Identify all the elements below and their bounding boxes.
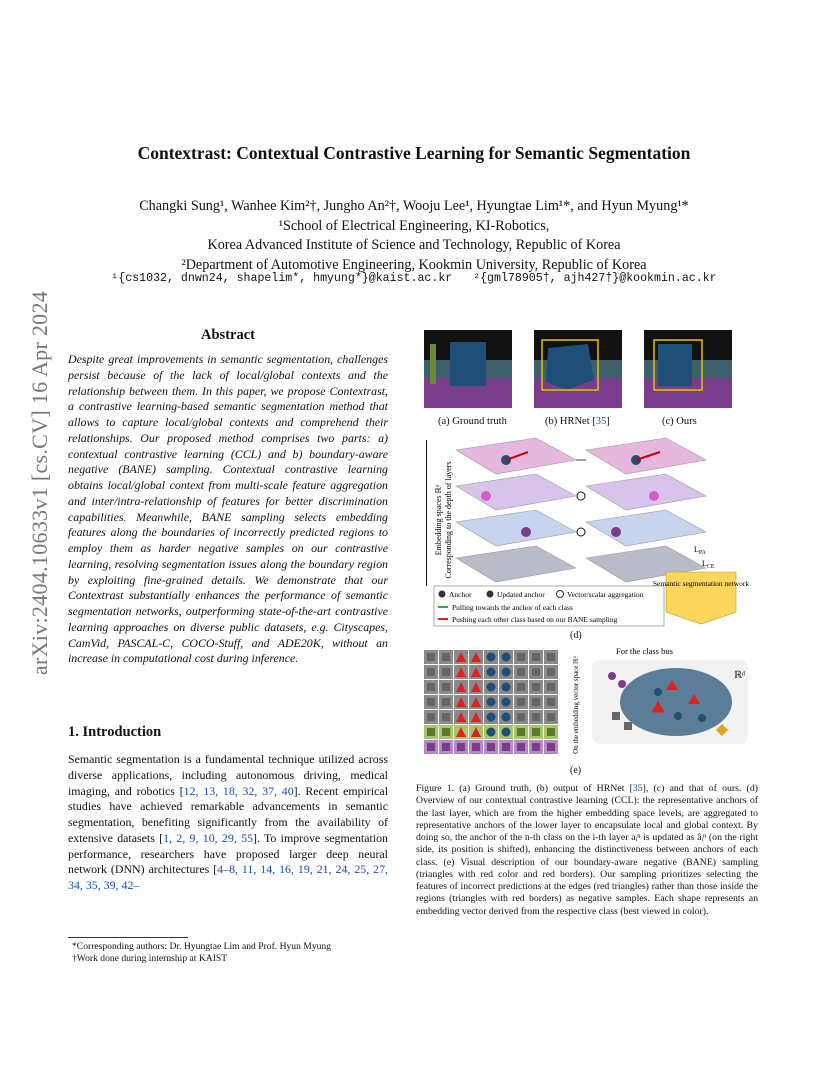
class-title: For the class bus: [616, 646, 673, 656]
footnote-rule: [68, 937, 188, 938]
citation-link[interactable]: 35: [595, 416, 607, 427]
grid-cell-marker: [487, 683, 496, 692]
grid-cell-marker: [517, 653, 525, 661]
grid-cell-marker: [487, 668, 496, 677]
label-ours: (c) Ours: [662, 416, 697, 427]
authors-line: Changki Sung¹, Wanhee Kim²†, Jungho An²†, Wooju Lee¹, Hyungtae Lim¹*, and Hyun Myung¹*: [139, 198, 689, 214]
intro-paragraph: [68, 752, 388, 894]
seg-network-label: Semantic segmentation network: [652, 579, 750, 588]
citation-link[interactable]: 4–8, 11, 14, 16, 19, 21, 24, 25, 27, 34, 35, 39, 42–: [68, 862, 388, 892]
grid-cell-marker: [487, 713, 496, 722]
abstract-heading: Abstract: [201, 327, 255, 343]
footnote-corresponding: *Corresponding authors: Dr. Hyungtae Lim and Prof. Hyun Myung: [72, 941, 332, 952]
grid-cell-marker: [547, 698, 555, 706]
loss-ce: $L_{CE}$: [702, 559, 715, 570]
grid-cell-marker: [427, 653, 435, 661]
grid-cell-marker: [487, 728, 496, 737]
grid-cell-marker: [427, 713, 435, 721]
grid-cell-marker: [547, 668, 555, 676]
grid-cell-marker: [472, 743, 480, 751]
loss-pa: $L_{PA}$: [694, 545, 707, 556]
author-block: [0, 197, 828, 275]
grid-cell-marker: [532, 653, 540, 661]
bane-grid: [424, 650, 558, 754]
grid-cell-marker: [502, 668, 511, 677]
grid-cell-marker: [517, 668, 525, 676]
grid-cell-marker: [517, 728, 525, 736]
grid-cell-marker: [532, 683, 540, 691]
intro-text-3: ]. To improve segmentation performance, researchers have proposed larger deep neural network (DNN) architectures [: [68, 830, 389, 877]
figure-yaxis-label-2: Corresponding to the depth of layers: [444, 461, 453, 579]
label-ground-truth: (a) Ground truth: [438, 416, 507, 427]
thumb-ground-truth: [424, 330, 512, 408]
grid-cell-marker: [442, 698, 450, 706]
embedding-space-label: ℝᵈ: [734, 670, 746, 681]
grid-cell-marker: [502, 728, 511, 737]
grid-cell-marker: [487, 698, 496, 707]
caption-text-1: Figure 1. (a) Ground truth, (b) output of HRNet [: [416, 783, 633, 794]
grid-cell-marker: [427, 668, 435, 676]
grid-cell-marker: [502, 713, 511, 722]
grid-cell-marker: [442, 743, 450, 751]
grid-cell-marker: [442, 713, 450, 721]
grid-cell-marker: [517, 698, 525, 706]
thumb-ours: [644, 330, 732, 408]
citation-link[interactable]: 12, 13, 18, 32, 37, 40: [183, 783, 294, 798]
legend-pull: Pulling towards the anchor of each class: [452, 603, 573, 612]
grid-cell-marker: [427, 728, 435, 736]
grid-cell-marker: [532, 698, 540, 706]
grid-cell-marker: [442, 683, 450, 691]
figure-yaxis-label: Embedding spaces ℝᵈ: [434, 484, 443, 556]
grid-cell-marker: [442, 653, 450, 661]
section-heading-introduction: 1. Introduction: [68, 724, 162, 740]
grid-cell-marker: [487, 653, 496, 662]
grid-cell-marker: [427, 683, 435, 691]
legend-push: Pushing each other class based on our BANE sampling: [452, 615, 618, 624]
grid-cell-marker: [547, 743, 555, 751]
legend-updated-anchor: Updated anchor: [497, 590, 545, 599]
grid-cell-marker: [502, 698, 511, 707]
label-d: (d): [570, 630, 582, 641]
footnote-internship: †Work done during internship at KAIST: [72, 953, 228, 964]
figure-caption: [416, 783, 758, 918]
grid-cell-marker: [502, 683, 511, 692]
grid-cell-marker: [547, 653, 555, 661]
grid-cell-marker: [517, 683, 525, 691]
affiliation-1b: Korea Advanced Institute of Science and Technology, Republic of Korea: [207, 237, 621, 253]
figure-1: [416, 320, 758, 780]
grid-cell-marker: [502, 653, 511, 662]
intro-text-1: Semantic segmentation is a fundamental technique utilized across diverse applications, including autonomous driving, medical imaging, and robotics [: [68, 752, 388, 798]
grid-cell-marker: [517, 713, 525, 721]
author-emails: ¹{cs1032, dnwn24, shapelim*, hmyung*}@kaist.ac.kr ²{gml78905†, ajh427†}@kookmin.ac.kr: [111, 272, 717, 285]
grid-cell-marker: [547, 728, 555, 736]
grid-cell-marker: [427, 698, 435, 706]
grid-cell-marker: [502, 743, 510, 751]
abstract-text: Despite great improvements in semantic segmentation, challenges persist because of the lack of local/global contexts and the relationship between them. In this paper, we propose Contextrast, a contrastive learning-based semantic segmentation method that allows to capture local/global contexts and comprehend their relationships. Our proposed method comprises two parts: a) contextual contrastive learning (CCL) and b) boundary-aware negative (BANE) sampling. Contextual contrastive learning obtains local/global context from multi-scale feature aggregation and inter/intra-relationship of features for better discrimination capabilities. Meanwhile, BANE sampling selects embedding features along the boundaries of incorrectly predicted regions to employ them as harder negative samples on our contrastive learning, resolving segmentation issues along the boundary region by exploiting fine-grained details. We demonstrate that our Contextrast substantially enhances the performance of semantic segmentation networks, outperforming state-of-the-art contrastive learning approaches on diverse public datasets, e.g. Cityscapes, CamVid, PASCAL-C, COCO-Stuff, and ADE20K, without an increase in computational cost during inference.: [68, 352, 388, 666]
figure-e-vertical-label: On the embedding vector space ℝᵈ: [572, 656, 580, 754]
footnotes: [72, 941, 392, 965]
arxiv-id: arXiv:2404.10633v1 [cs.CV] 16 Apr 2024: [27, 290, 52, 676]
label-e: (e): [570, 765, 582, 776]
citation-link[interactable]: 1, 2, 9, 10, 29, 55: [163, 830, 253, 845]
grid-cell-marker: [457, 743, 465, 751]
grid-cell-marker: [427, 743, 435, 751]
grid-cell-marker: [532, 743, 540, 751]
embedding-layers: [456, 438, 706, 582]
legend-aggregation: Vector/scalar aggregation: [567, 590, 644, 599]
grid-cell-marker: [532, 728, 540, 736]
grid-cell-marker: [532, 713, 540, 721]
grid-cell-marker: [547, 683, 555, 691]
arxiv-sidebar: [20, 283, 60, 683]
intro-text-2: ]. Recent empirical studies have achieved remarkable advancements in semantic segmentation, benefiting significantly from the availability of extensive datasets [: [68, 783, 388, 845]
grid-cell-marker: [517, 743, 525, 751]
grid-cell-marker: [442, 668, 450, 676]
caption-text-2: ], (c) and that of ours. (d) Overview of our contextual contrastive learning (CCL): the representative anchors of the last layer, which are from the higher embedding space levels, are aggregated to representative anchors of the lower layer to encapsulate local and global context. By doing so, the anchor of the n-th class on the i-th layer aᵢⁿ is updated as âᵢⁿ (on the right side, its position is shifted), enhancing the distinctiveness between anchors of each class. (e) Visual description of our boundary-aware negative (BANE) sampling (triangles with red color and red borders). Our sampling prioritizes selecting the features of incorrect predictions at the edges (red triangles) rather than those inside the regions (triangles with red borders) as negative samples. Each shape represents an embedding vector derived from the respective class (best viewed in color).: [416, 783, 758, 917]
label-hrnet: (b) HRNet [35]: [545, 416, 610, 427]
grid-cell-marker: [442, 728, 450, 736]
grid-cell-marker: [487, 743, 495, 751]
paper-title: Contextrast: Contextual Contrastive Learning for Semantic Segmentation: [137, 143, 691, 163]
citation-link[interactable]: 35: [632, 783, 643, 794]
grid-cell-marker: [547, 713, 555, 721]
thumb-hrnet: [534, 330, 622, 408]
affiliation-1a: ¹School of Electrical Engineering, KI-Robotics,: [278, 217, 550, 234]
legend-anchor: Anchor: [449, 590, 472, 599]
grid-cell-marker: [532, 668, 540, 676]
affiliation-2: ²Department of Automotive Engineering, Kookmin University, Republic of Korea: [181, 256, 647, 273]
